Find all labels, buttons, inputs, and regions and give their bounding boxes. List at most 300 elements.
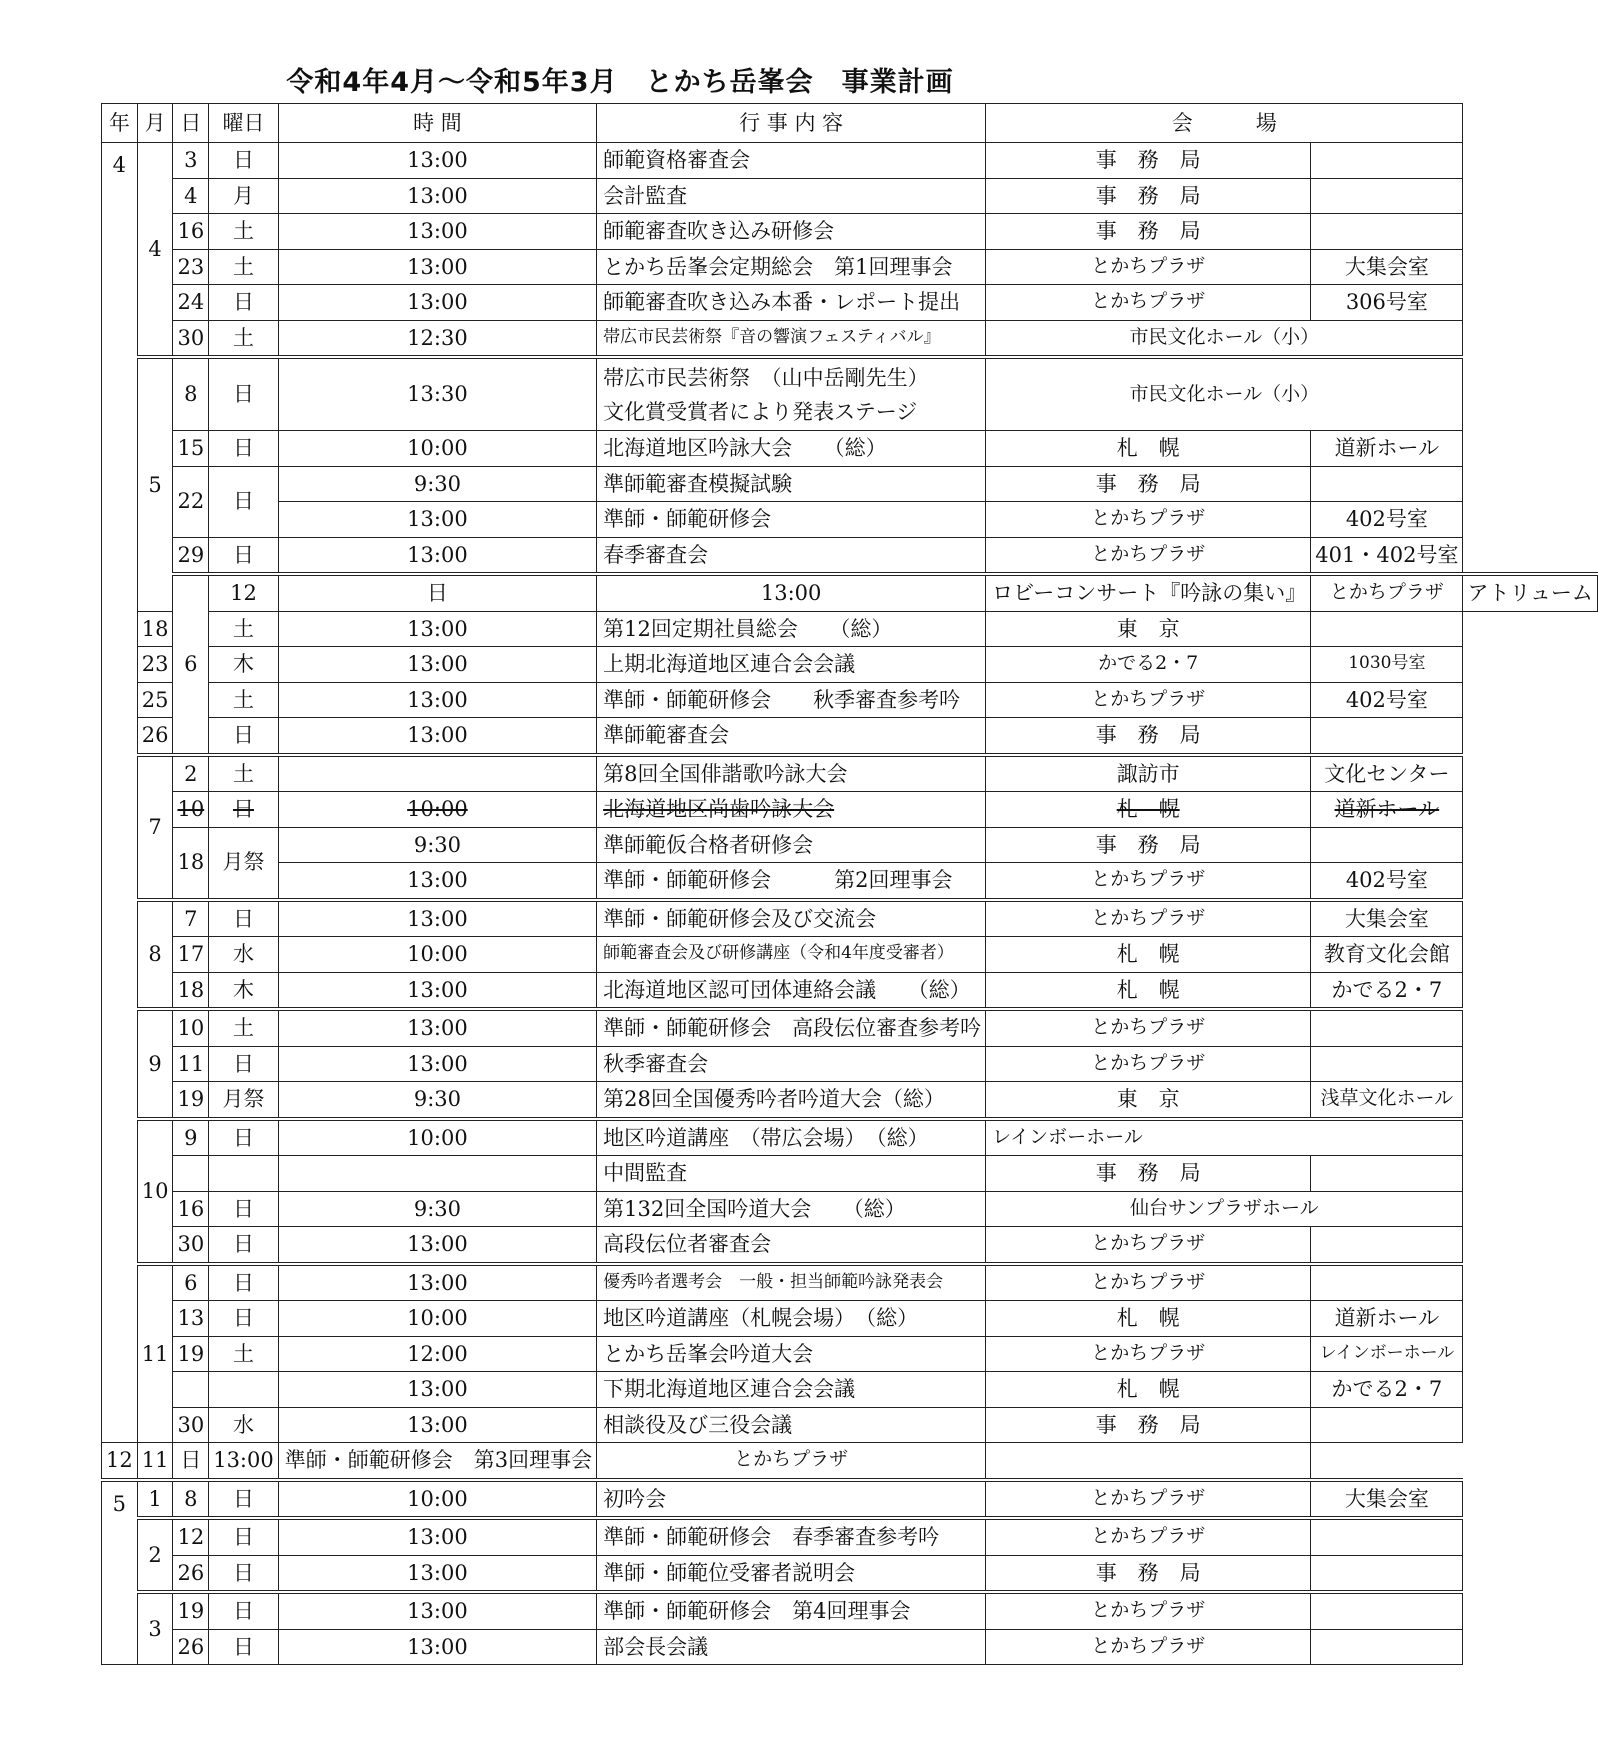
day-cell: 2 bbox=[173, 755, 209, 792]
room-cell bbox=[1311, 178, 1463, 214]
time-cell: 13:00 bbox=[278, 1518, 596, 1555]
event-cell: 北海道地区吟詠大会 （総） bbox=[597, 431, 986, 467]
venue-cell: レインボーホール bbox=[986, 1119, 1463, 1156]
event-cell: 師範審査吹き込み本番・レポート提出 bbox=[597, 285, 986, 321]
room-cell bbox=[1311, 1592, 1463, 1629]
event-cell: 春季審査会 bbox=[597, 537, 986, 574]
weekday-cell: 日 bbox=[209, 1264, 279, 1301]
time-cell: 13:00 bbox=[278, 1046, 596, 1082]
event-cell: 準師・師範研修会 高段伝位審査参考吟 bbox=[597, 1009, 986, 1046]
table-row bbox=[102, 574, 1598, 611]
table-row bbox=[102, 214, 1598, 250]
room-cell: 文化センター bbox=[1311, 755, 1463, 792]
weekday-cell: 日 bbox=[278, 574, 596, 611]
room-cell: 402号室 bbox=[1311, 502, 1463, 538]
day-cell bbox=[173, 1372, 209, 1408]
weekday-cell: 日 bbox=[209, 143, 279, 179]
table-row bbox=[102, 1372, 1598, 1408]
room-cell: 401・402号室 bbox=[1311, 537, 1463, 574]
month-cell: 2 bbox=[137, 1518, 173, 1592]
weekday-cell: 水 bbox=[209, 937, 279, 973]
table-row bbox=[102, 647, 1598, 683]
weekday-cell: 月祭 bbox=[209, 1082, 279, 1119]
room-cell bbox=[1311, 1227, 1463, 1264]
event-cell: 第12回定期社員総会 （総） bbox=[597, 611, 986, 647]
month-cell: 3 bbox=[137, 1592, 173, 1665]
time-cell: 13:00 bbox=[278, 863, 596, 900]
table-row bbox=[102, 1191, 1598, 1227]
event-cell: 第28回全国優秀吟者吟道大会（総） bbox=[597, 1082, 986, 1119]
day-cell: 30 bbox=[173, 1227, 209, 1264]
year-cell: 4 bbox=[102, 143, 138, 1443]
weekday-cell: 日 bbox=[209, 1480, 279, 1519]
event-cell: 準師・師範研修会 第4回理事会 bbox=[597, 1592, 986, 1629]
month-cell: 12 bbox=[102, 1443, 138, 1480]
month-cell: 10 bbox=[137, 1119, 173, 1264]
weekday-cell: 水 bbox=[209, 1407, 279, 1443]
event-cell bbox=[597, 357, 986, 431]
weekday-cell: 日 bbox=[209, 537, 279, 574]
day-cell: 16 bbox=[173, 1191, 209, 1227]
table-row bbox=[102, 320, 1598, 357]
room-cell bbox=[1311, 1555, 1463, 1592]
weekday-cell: 木 bbox=[209, 972, 279, 1009]
event-cell: 中間監査 bbox=[597, 1156, 986, 1192]
venue-cell: とかちプラザ bbox=[986, 502, 1311, 538]
time-cell: 13:00 bbox=[597, 574, 986, 611]
time-cell: 9:30 bbox=[278, 1191, 596, 1227]
weekday-cell: 日 bbox=[209, 1046, 279, 1082]
day-cell: 29 bbox=[173, 537, 209, 574]
time-cell: 13:00 bbox=[278, 1555, 596, 1592]
room-cell bbox=[1311, 1156, 1463, 1192]
room-cell bbox=[1311, 827, 1463, 863]
day-cell: 19 bbox=[173, 1592, 209, 1629]
header-venue: 会 場 bbox=[986, 104, 1463, 143]
day-cell: 11 bbox=[137, 1443, 173, 1480]
event-cell: 帯広市民芸術祭『音の響演フェスティバル』 bbox=[597, 320, 986, 357]
venue-cell: とかちプラザ bbox=[986, 863, 1311, 900]
event-line-2: 文化賞受賞者により発表ステージ bbox=[603, 399, 918, 424]
time-cell: 13:00 bbox=[278, 1407, 596, 1443]
time-cell: 13:00 bbox=[278, 682, 596, 718]
venue-cell: 仙台サンプラザホール bbox=[986, 1191, 1463, 1227]
weekday-cell: 土 bbox=[209, 611, 279, 647]
venue-cell: とかちプラザ bbox=[986, 1592, 1311, 1629]
day-cell: 18 bbox=[173, 972, 209, 1009]
time-cell: 9:30 bbox=[278, 827, 596, 863]
event-cell: 初吟会 bbox=[597, 1480, 986, 1519]
event-cell: ロビーコンサート『吟詠の集い』 bbox=[986, 574, 1311, 611]
day-cell: 23 bbox=[173, 249, 209, 285]
time-cell: 13:00 bbox=[278, 611, 596, 647]
venue-cell: 札 幌 bbox=[986, 972, 1311, 1009]
room-cell: 1030号室 bbox=[1311, 647, 1463, 683]
venue-cell: 事 務 局 bbox=[986, 718, 1311, 755]
table-row bbox=[102, 1592, 1598, 1629]
room-cell: 道新ホール bbox=[1311, 792, 1463, 828]
time-cell: 13:30 bbox=[278, 357, 596, 431]
month-cell: 7 bbox=[137, 755, 173, 900]
day-cell: 30 bbox=[173, 320, 209, 357]
time-cell: 13:00 bbox=[278, 647, 596, 683]
venue-cell: とかちプラザ bbox=[986, 682, 1311, 718]
room-cell bbox=[1311, 466, 1463, 502]
table-row bbox=[102, 502, 1598, 538]
venue-cell: とかちプラザ bbox=[986, 1480, 1311, 1519]
page-title: 令和4年4月～令和5年3月 とかち岳峯会 事業計画 bbox=[286, 67, 954, 98]
event-cell: 下期北海道地区連合会会議 bbox=[597, 1372, 986, 1408]
time-cell: 13:00 bbox=[278, 1009, 596, 1046]
time-cell: 10:00 bbox=[278, 1301, 596, 1337]
day-cell: 18 bbox=[173, 827, 209, 900]
event-cell: 師範審査吹き込み研修会 bbox=[597, 214, 986, 250]
table-row bbox=[102, 1009, 1598, 1046]
weekday-cell: 日 bbox=[209, 285, 279, 321]
event-cell: 準師・師範研修会 bbox=[597, 502, 986, 538]
day-cell: 26 bbox=[173, 1629, 209, 1665]
event-cell: とかち岳峯会吟道大会 bbox=[597, 1336, 986, 1372]
weekday-cell: 日 bbox=[209, 466, 279, 537]
header-time: 時 間 bbox=[278, 104, 596, 143]
table-row bbox=[102, 1336, 1598, 1372]
weekday-cell: 日 bbox=[209, 1518, 279, 1555]
room-cell: 306号室 bbox=[1311, 285, 1463, 321]
weekday-cell: 土 bbox=[209, 682, 279, 718]
venue-cell: 事 務 局 bbox=[986, 466, 1311, 502]
venue-cell: 札 幌 bbox=[986, 1372, 1311, 1408]
room-cell: かでる2・7 bbox=[1311, 1372, 1463, 1408]
table-row bbox=[102, 249, 1598, 285]
time-cell: 13:00 bbox=[278, 1629, 596, 1665]
weekday-cell: 日 bbox=[209, 1301, 279, 1337]
weekday-cell: 木 bbox=[209, 647, 279, 683]
event-cell: 上期北海道地区連合会会議 bbox=[597, 647, 986, 683]
event-cell: 北海道地区認可団体連絡会議 （総） bbox=[597, 972, 986, 1009]
time-cell: 13:00 bbox=[278, 502, 596, 538]
table-row bbox=[102, 1301, 1598, 1337]
day-cell: 6 bbox=[173, 1264, 209, 1301]
venue-cell: 事 務 局 bbox=[986, 1156, 1311, 1192]
day-cell: 26 bbox=[137, 718, 173, 755]
room-cell bbox=[986, 1443, 1311, 1480]
event-cell: 部会長会議 bbox=[597, 1629, 986, 1665]
day-cell: 23 bbox=[137, 647, 173, 683]
day-cell: 19 bbox=[173, 1082, 209, 1119]
day-cell: 16 bbox=[173, 214, 209, 250]
table-row bbox=[102, 466, 1598, 502]
table-row bbox=[102, 682, 1598, 718]
table-row bbox=[102, 1555, 1598, 1592]
room-cell bbox=[1311, 718, 1463, 755]
venue-cell: とかちプラザ bbox=[986, 1264, 1311, 1301]
time-cell: 13:00 bbox=[278, 537, 596, 574]
month-cell: 5 bbox=[137, 357, 173, 611]
event-cell: 秋季審査会 bbox=[597, 1046, 986, 1082]
time-cell: 13:00 bbox=[278, 214, 596, 250]
table-row bbox=[102, 357, 1598, 431]
table-row bbox=[102, 431, 1598, 467]
weekday-cell: 土 bbox=[209, 249, 279, 285]
time-cell: 13:00 bbox=[209, 1443, 279, 1480]
venue-cell: 市民文化ホール（小） bbox=[986, 357, 1463, 431]
room-cell: 教育文化会館 bbox=[1311, 937, 1463, 973]
day-cell: 26 bbox=[173, 1555, 209, 1592]
venue-cell: 東 京 bbox=[986, 611, 1311, 647]
day-cell: 10 bbox=[173, 792, 209, 828]
time-cell: 13:00 bbox=[278, 1592, 596, 1629]
table-row bbox=[102, 1407, 1598, 1443]
time-cell: 10:00 bbox=[278, 792, 596, 828]
weekday-cell: 土 bbox=[209, 320, 279, 357]
venue-cell: とかちプラザ bbox=[986, 1227, 1311, 1264]
weekday-cell: 日 bbox=[209, 718, 279, 755]
event-cell: 優秀吟者選考会 一般・担当師範吟詠発表会 bbox=[597, 1264, 986, 1301]
table-row bbox=[102, 863, 1598, 900]
room-cell: かでる2・7 bbox=[1311, 972, 1463, 1009]
weekday-cell: 日 bbox=[209, 1119, 279, 1156]
event-cell: 地区吟道講座 （帯広会場） （総） bbox=[597, 1119, 986, 1156]
weekday-cell: 月 bbox=[209, 178, 279, 214]
month-cell: 6 bbox=[173, 574, 209, 755]
time-cell: 13:00 bbox=[278, 249, 596, 285]
table-row-cancelled bbox=[102, 792, 1598, 828]
table-row bbox=[102, 1156, 1598, 1192]
event-cell: 準師範仮合格者研修会 bbox=[597, 827, 986, 863]
event-cell: 師範審査会及び研修講座（令和4年度受審者） bbox=[597, 937, 986, 973]
day-cell bbox=[173, 1156, 209, 1192]
event-cell: 準師・師範研修会 第2回理事会 bbox=[597, 863, 986, 900]
day-cell: 15 bbox=[173, 431, 209, 467]
event-cell: 準師範審査会 bbox=[597, 718, 986, 755]
room-cell: 大集会室 bbox=[1311, 249, 1463, 285]
schedule-table bbox=[101, 103, 1598, 1665]
event-cell: 師範資格審査会 bbox=[597, 143, 986, 179]
table-row bbox=[102, 143, 1598, 179]
table-row bbox=[102, 1264, 1598, 1301]
event-cell: 準師・師範研修会 春季審査参考吟 bbox=[597, 1518, 986, 1555]
venue-cell: とかちプラザ bbox=[986, 1046, 1311, 1082]
table-row bbox=[102, 755, 1598, 792]
weekday-cell: 土 bbox=[209, 214, 279, 250]
room-cell bbox=[1311, 214, 1463, 250]
weekday-cell: 日 bbox=[209, 792, 279, 828]
time-cell bbox=[278, 1156, 596, 1192]
table-row bbox=[102, 1046, 1598, 1082]
room-cell bbox=[1311, 143, 1463, 179]
venue-cell: 市民文化ホール（小） bbox=[986, 320, 1463, 357]
day-cell: 12 bbox=[209, 574, 279, 611]
day-cell: 8 bbox=[173, 357, 209, 431]
table-row bbox=[102, 1119, 1598, 1156]
event-cell: とかち岳峯会定期総会 第1回理事会 bbox=[597, 249, 986, 285]
venue-cell: 事 務 局 bbox=[986, 1407, 1311, 1443]
room-cell bbox=[1311, 1009, 1463, 1046]
room-cell: 402号室 bbox=[1311, 863, 1463, 900]
event-cell: 準師・師範研修会及び交流会 bbox=[597, 900, 986, 937]
room-cell bbox=[1311, 1264, 1463, 1301]
month-cell: 1 bbox=[137, 1480, 173, 1519]
month-cell: 8 bbox=[137, 900, 173, 1010]
weekday-cell: 日 bbox=[209, 1227, 279, 1264]
event-cell: 第132回全国吟道大会 （総） bbox=[597, 1191, 986, 1227]
day-cell: 17 bbox=[173, 937, 209, 973]
room-cell: 大集会室 bbox=[1311, 900, 1463, 937]
time-cell: 10:00 bbox=[278, 1480, 596, 1519]
venue-cell: 札 幌 bbox=[986, 1301, 1311, 1337]
time-cell: 13:00 bbox=[278, 1264, 596, 1301]
weekday-cell bbox=[209, 1372, 279, 1408]
header-weekday: 曜日 bbox=[209, 104, 279, 143]
header-year: 年 bbox=[102, 104, 138, 143]
time-cell: 13:00 bbox=[278, 143, 596, 179]
weekday-cell: 日 bbox=[209, 1191, 279, 1227]
time-cell: 10:00 bbox=[278, 937, 596, 973]
table-row bbox=[102, 827, 1598, 863]
table-row bbox=[102, 1518, 1598, 1555]
venue-cell: とかちプラザ bbox=[986, 537, 1311, 574]
time-cell: 13:00 bbox=[278, 900, 596, 937]
venue-cell: かでる2・7 bbox=[986, 647, 1311, 683]
venue-cell: とかちプラザ bbox=[986, 1009, 1311, 1046]
table-row bbox=[102, 937, 1598, 973]
venue-cell: 事 務 局 bbox=[986, 143, 1311, 179]
weekday-cell: 土 bbox=[209, 755, 279, 792]
time-cell: 13:00 bbox=[278, 1372, 596, 1408]
time-cell: 13:00 bbox=[278, 1227, 596, 1264]
event-cell: 第8回全国俳諧歌吟詠大会 bbox=[597, 755, 986, 792]
time-cell: 13:00 bbox=[278, 178, 596, 214]
table-row bbox=[102, 285, 1598, 321]
event-cell: 相談役及び三役会議 bbox=[597, 1407, 986, 1443]
header-month: 月 bbox=[137, 104, 173, 143]
room-cell bbox=[1311, 1629, 1463, 1665]
room-cell bbox=[1311, 1407, 1463, 1443]
header-row bbox=[102, 104, 1598, 143]
table-row bbox=[102, 1227, 1598, 1264]
header-day: 日 bbox=[173, 104, 209, 143]
room-cell bbox=[1311, 1046, 1463, 1082]
day-cell: 25 bbox=[137, 682, 173, 718]
year-cell: 5 bbox=[102, 1480, 138, 1665]
month-cell: 11 bbox=[137, 1264, 173, 1443]
time-cell: 10:00 bbox=[278, 1119, 596, 1156]
table-row bbox=[102, 1443, 1598, 1480]
event-cell: 準師・師範位受審者説明会 bbox=[597, 1555, 986, 1592]
event-cell: 高段伝位者審査会 bbox=[597, 1227, 986, 1264]
event-cell: 北海道地区尚歯吟詠大会 bbox=[597, 792, 986, 828]
venue-cell: 札 幌 bbox=[986, 792, 1311, 828]
venue-cell: とかちプラザ bbox=[986, 285, 1311, 321]
time-cell: 10:00 bbox=[278, 431, 596, 467]
day-cell: 9 bbox=[173, 1119, 209, 1156]
day-cell: 7 bbox=[173, 900, 209, 937]
day-cell: 24 bbox=[173, 285, 209, 321]
day-cell: 18 bbox=[137, 611, 173, 647]
event-line-1: 帯広市民芸術祭 （山中岳剛先生） bbox=[603, 365, 929, 390]
event-cell: 準師・師範研修会 第3回理事会 bbox=[278, 1443, 596, 1480]
weekday-cell: 日 bbox=[209, 357, 279, 431]
weekday-cell: 日 bbox=[209, 431, 279, 467]
weekday-cell: 日 bbox=[209, 1629, 279, 1665]
venue-cell: とかちプラザ bbox=[597, 1443, 986, 1480]
weekday-cell bbox=[209, 1156, 279, 1192]
day-cell: 19 bbox=[173, 1336, 209, 1372]
day-cell: 30 bbox=[173, 1407, 209, 1443]
venue-cell: 事 務 局 bbox=[986, 178, 1311, 214]
event-cell: 会計監査 bbox=[597, 178, 986, 214]
venue-cell: 東 京 bbox=[986, 1082, 1311, 1119]
day-cell: 13 bbox=[173, 1301, 209, 1337]
weekday-cell: 日 bbox=[173, 1443, 209, 1480]
time-cell: 12:00 bbox=[278, 1336, 596, 1372]
room-cell: 浅草文化ホール bbox=[1311, 1082, 1463, 1119]
venue-cell: とかちプラザ bbox=[986, 1518, 1311, 1555]
time-cell: 9:30 bbox=[278, 466, 596, 502]
event-cell: 準師範審査模擬試験 bbox=[597, 466, 986, 502]
room-cell: 大集会室 bbox=[1311, 1480, 1463, 1519]
day-cell: 8 bbox=[173, 1480, 209, 1519]
room-cell: アトリューム bbox=[1463, 574, 1597, 611]
venue-cell: 札 幌 bbox=[986, 431, 1311, 467]
venue-cell: 諏訪市 bbox=[986, 755, 1311, 792]
venue-cell: とかちプラザ bbox=[986, 1336, 1311, 1372]
table-row bbox=[102, 1629, 1598, 1665]
time-cell: 9:30 bbox=[278, 1082, 596, 1119]
weekday-cell: 土 bbox=[209, 1009, 279, 1046]
room-cell: 道新ホール bbox=[1311, 1301, 1463, 1337]
table-row bbox=[102, 178, 1598, 214]
room-cell bbox=[1311, 1518, 1463, 1555]
table-row bbox=[102, 611, 1598, 647]
weekday-cell: 土 bbox=[209, 1336, 279, 1372]
weekday-cell: 日 bbox=[209, 1592, 279, 1629]
event-cell: 準師・師範研修会 秋季審査参考吟 bbox=[597, 682, 986, 718]
event-cell: 地区吟道講座（札幌会場） （総） bbox=[597, 1301, 986, 1337]
weekday-cell: 日 bbox=[209, 1555, 279, 1592]
weekday-cell: 日 bbox=[209, 900, 279, 937]
day-cell: 12 bbox=[173, 1518, 209, 1555]
table-row bbox=[102, 972, 1598, 1009]
venue-cell: 事 務 局 bbox=[986, 827, 1311, 863]
venue-cell: 事 務 局 bbox=[986, 214, 1311, 250]
venue-cell: とかちプラザ bbox=[986, 1629, 1311, 1665]
room-cell: 402号室 bbox=[1311, 682, 1463, 718]
month-cell: 4 bbox=[137, 143, 173, 358]
time-cell: 13:00 bbox=[278, 285, 596, 321]
table-row bbox=[102, 1082, 1598, 1119]
table-row bbox=[102, 718, 1598, 755]
table-row bbox=[102, 537, 1598, 574]
table-row bbox=[102, 1480, 1598, 1519]
weekday-cell: 月祭 bbox=[209, 827, 279, 900]
venue-cell: とかちプラザ bbox=[986, 900, 1311, 937]
room-cell: 道新ホール bbox=[1311, 431, 1463, 467]
time-cell: 13:00 bbox=[278, 972, 596, 1009]
time-cell bbox=[278, 755, 596, 792]
venue-cell: とかちプラザ bbox=[1311, 574, 1463, 611]
time-cell: 12:30 bbox=[278, 320, 596, 357]
day-cell: 10 bbox=[173, 1009, 209, 1046]
day-cell: 3 bbox=[173, 143, 209, 179]
day-cell: 22 bbox=[173, 466, 209, 537]
month-cell: 9 bbox=[137, 1009, 173, 1119]
venue-cell: 札 幌 bbox=[986, 937, 1311, 973]
time-cell: 13:00 bbox=[278, 718, 596, 755]
table-row bbox=[102, 900, 1598, 937]
day-cell: 11 bbox=[173, 1046, 209, 1082]
venue-cell: 事 務 局 bbox=[986, 1555, 1311, 1592]
